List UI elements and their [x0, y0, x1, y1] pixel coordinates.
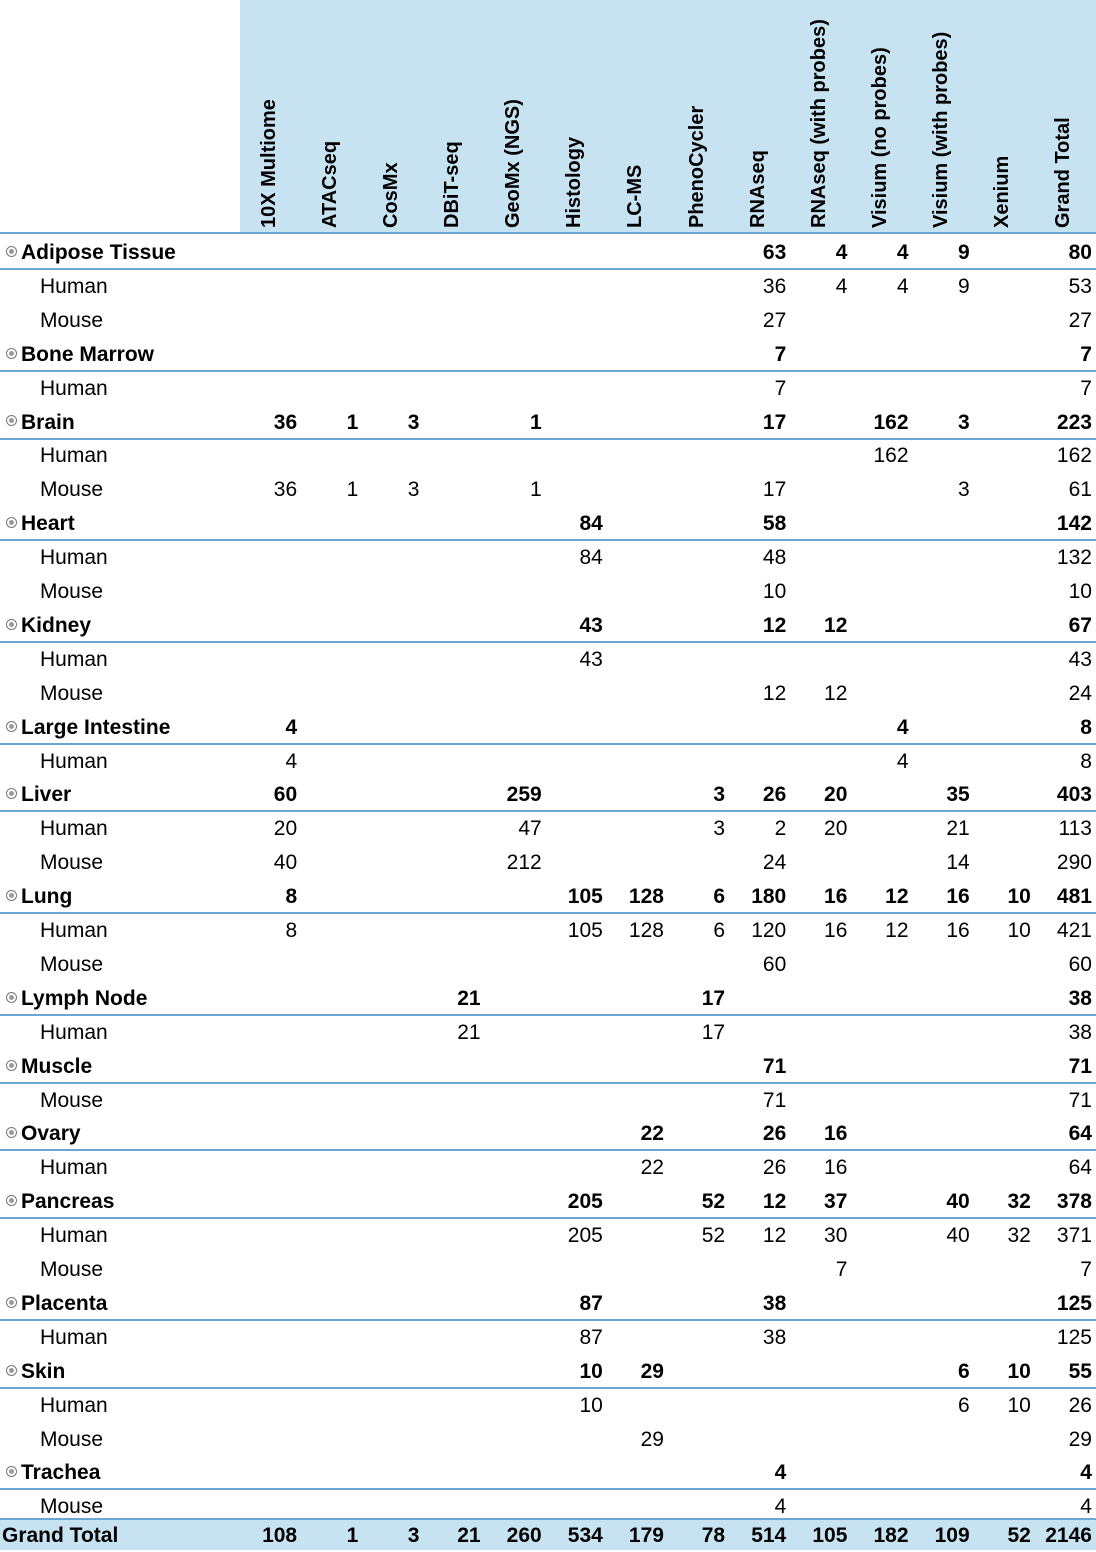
- value-cell: 12: [824, 681, 848, 705]
- value-cell: 4: [1080, 1495, 1092, 1519]
- value-cell: 40: [946, 1190, 970, 1214]
- collapse-toggle-icon[interactable]: [6, 1466, 17, 1477]
- tissue-row[interactable]: [0, 778, 1096, 812]
- value-cell: 16: [946, 885, 970, 909]
- value-cell: 16: [824, 885, 848, 909]
- value-cell: 29: [640, 1427, 664, 1451]
- value-cell: 4: [285, 749, 298, 773]
- value-cell: 142: [1056, 512, 1092, 536]
- collapse-toggle-icon[interactable]: [6, 992, 17, 1003]
- species-label: Mouse: [40, 308, 104, 332]
- column-header: [790, 0, 851, 232]
- value-cell: 12: [762, 613, 787, 637]
- grand-total-cell: 1: [346, 1524, 359, 1547]
- value-cell: 105: [567, 885, 603, 909]
- value-cell: 378: [1056, 1190, 1092, 1214]
- species-label: Mouse: [40, 1427, 104, 1451]
- tissue-row[interactable]: [0, 1456, 1096, 1490]
- value-cell: 43: [579, 613, 603, 637]
- value-cell: 52: [701, 1224, 726, 1248]
- header-divider: [0, 232, 1096, 234]
- value-cell: 205: [567, 1190, 603, 1214]
- tissue-row[interactable]: [0, 1050, 1096, 1084]
- tissue-label: Heart: [21, 512, 75, 536]
- species-label: Human: [40, 647, 108, 671]
- grand-total-cell: 182: [873, 1524, 909, 1547]
- species-row: [0, 745, 1096, 779]
- species-label: Mouse: [40, 1088, 104, 1112]
- value-cell: 7: [774, 376, 787, 400]
- collapse-toggle-icon[interactable]: [6, 1195, 17, 1206]
- species-label: Human: [40, 749, 108, 773]
- species-label: Human: [40, 274, 108, 298]
- column-header: [607, 0, 668, 232]
- species-row: [0, 812, 1096, 846]
- column-header-label: DBiT-seq: [440, 141, 463, 228]
- value-cell: 113: [1058, 817, 1092, 841]
- grand-total-cell: 108: [262, 1524, 298, 1547]
- value-cell: 10: [1007, 919, 1031, 942]
- value-cell: 53: [1068, 274, 1092, 298]
- species-label: Human: [40, 817, 108, 841]
- species-label: Mouse: [40, 1258, 104, 1281]
- species-label: Mouse: [40, 681, 104, 705]
- value-cell: 9: [957, 241, 970, 264]
- value-cell: 38: [1068, 1020, 1092, 1044]
- species-row: [0, 914, 1096, 948]
- value-cell: 6: [713, 919, 726, 942]
- column-header-label: GeoMx (NGS): [502, 99, 525, 228]
- value-cell: 7: [1080, 376, 1092, 400]
- species-label: Mouse: [40, 851, 104, 875]
- species-row: [0, 1389, 1096, 1423]
- tissue-label: Brain: [21, 410, 75, 434]
- species-row: [0, 1253, 1096, 1287]
- value-cell: 6: [957, 1359, 970, 1383]
- value-cell: 24: [762, 851, 787, 875]
- value-cell: 10: [1007, 1359, 1031, 1383]
- value-cell: 7: [835, 1258, 848, 1281]
- value-cell: 87: [579, 1325, 603, 1349]
- value-cell: 26: [1068, 1393, 1092, 1417]
- grand-total-label: Grand Total: [2, 1524, 119, 1547]
- value-cell: 128: [628, 885, 664, 909]
- value-cell: 3: [407, 410, 420, 434]
- column-header: [729, 0, 790, 232]
- grand-total-cell: 534: [567, 1524, 603, 1547]
- value-cell: 84: [579, 546, 603, 570]
- value-cell: 17: [762, 410, 787, 434]
- value-cell: 120: [751, 919, 787, 942]
- grand-total-cell: 3: [407, 1524, 420, 1547]
- collapse-toggle-icon[interactable]: [6, 246, 17, 257]
- tissue-label: Large Intestine: [21, 715, 171, 739]
- grand-total-cell: 105: [812, 1524, 848, 1547]
- species-row: [0, 270, 1096, 304]
- collapse-toggle-icon[interactable]: [6, 788, 17, 799]
- grand-total-cell: 78: [701, 1524, 726, 1547]
- species-row: [0, 541, 1096, 575]
- species-row: [0, 1084, 1096, 1118]
- value-cell: 125: [1056, 1291, 1092, 1315]
- tissue-row[interactable]: [0, 338, 1096, 372]
- value-cell: 14: [946, 851, 970, 875]
- column-header: [362, 0, 423, 232]
- value-cell: 64: [1068, 1156, 1092, 1180]
- value-cell: 35: [946, 783, 970, 807]
- value-cell: 26: [762, 1122, 787, 1146]
- species-row: [0, 372, 1096, 406]
- value-cell: 4: [896, 274, 909, 298]
- species-label: Mouse: [40, 952, 104, 976]
- collapse-toggle-icon[interactable]: [6, 1060, 17, 1071]
- value-cell: 64: [1068, 1122, 1092, 1146]
- value-cell: 71: [1068, 1088, 1092, 1112]
- species-row: [0, 677, 1096, 711]
- tissue-row[interactable]: [0, 1355, 1096, 1389]
- species-row: [0, 439, 1096, 473]
- value-cell: 20: [824, 783, 848, 807]
- value-cell: 29: [1068, 1427, 1092, 1451]
- value-cell: 20: [273, 817, 298, 841]
- collapse-toggle-icon[interactable]: [6, 517, 17, 528]
- tissue-row[interactable]: [0, 982, 1096, 1016]
- collapse-toggle-icon[interactable]: [6, 348, 17, 359]
- column-header-label: RNAseq (with probes): [807, 19, 830, 228]
- collapse-toggle-icon[interactable]: [6, 1365, 17, 1376]
- value-cell: 162: [1056, 444, 1092, 468]
- column-header: [240, 0, 301, 232]
- value-cell: 4: [896, 715, 909, 739]
- grand-total-cell: 52: [1007, 1524, 1031, 1547]
- value-cell: 17: [701, 986, 726, 1010]
- value-cell: 71: [1068, 1054, 1092, 1078]
- value-cell: 24: [1068, 681, 1092, 705]
- species-label: Human: [40, 1224, 108, 1248]
- value-cell: 8: [1080, 715, 1092, 739]
- collapse-toggle-icon[interactable]: [6, 890, 17, 901]
- tissue-row[interactable]: [0, 236, 1096, 270]
- species-row: [0, 575, 1096, 609]
- value-cell: 38: [1068, 986, 1092, 1010]
- collapse-toggle-icon[interactable]: [6, 619, 17, 630]
- column-header-label: Visium (with probes): [930, 31, 953, 228]
- value-cell: 29: [640, 1359, 664, 1383]
- column-header-label: Visium (no probes): [868, 47, 891, 228]
- species-label: Human: [40, 444, 108, 468]
- value-cell: 40: [946, 1224, 970, 1248]
- value-cell: 21: [457, 1020, 481, 1044]
- grand-total-cell: 260: [506, 1524, 542, 1547]
- value-cell: 421: [1056, 919, 1092, 942]
- column-header: [485, 0, 546, 232]
- value-cell: 403: [1056, 783, 1092, 807]
- value-cell: 371: [1056, 1224, 1092, 1248]
- value-cell: 3: [957, 478, 970, 502]
- value-cell: 3: [957, 410, 970, 434]
- value-cell: 162: [873, 410, 909, 434]
- value-cell: 17: [701, 1020, 726, 1044]
- value-cell: 7: [1080, 342, 1092, 366]
- species-row: [0, 1219, 1096, 1253]
- value-cell: 48: [762, 546, 787, 570]
- value-cell: 26: [762, 1156, 787, 1180]
- value-cell: 63: [762, 241, 787, 264]
- value-cell: 4: [774, 1495, 787, 1519]
- tissue-row[interactable]: [0, 507, 1096, 541]
- value-cell: 60: [1068, 952, 1092, 976]
- species-row: [0, 1321, 1096, 1355]
- tissue-row[interactable]: [0, 880, 1096, 914]
- tissue-label: Bone Marrow: [21, 342, 155, 366]
- species-label: Human: [40, 919, 108, 942]
- value-cell: 8: [1080, 749, 1092, 773]
- tissue-label: Lung: [21, 885, 73, 909]
- column-header: [851, 0, 912, 232]
- value-cell: 38: [762, 1291, 787, 1315]
- value-cell: 10: [1007, 885, 1031, 909]
- value-cell: 4: [285, 715, 298, 739]
- value-cell: 4: [774, 1461, 787, 1485]
- value-cell: 71: [762, 1088, 787, 1112]
- species-row: [0, 304, 1096, 338]
- tissue-label: Muscle: [21, 1054, 93, 1078]
- value-cell: 7: [1080, 1258, 1092, 1281]
- value-cell: 12: [885, 885, 909, 909]
- value-cell: 125: [1056, 1325, 1092, 1349]
- column-header-label: Xenium: [991, 155, 1014, 228]
- column-header: [913, 0, 974, 232]
- species-row: [0, 948, 1096, 982]
- species-label: Human: [40, 1325, 108, 1349]
- value-cell: 22: [640, 1156, 664, 1180]
- column-header-label: 10X Multiome: [257, 99, 280, 228]
- column-header: [1035, 0, 1096, 232]
- value-cell: 58: [762, 512, 787, 536]
- species-row: [0, 473, 1096, 507]
- collapse-toggle-icon[interactable]: [6, 1127, 17, 1138]
- grand-total-cell: 21: [457, 1524, 481, 1547]
- value-cell: 9: [957, 274, 970, 298]
- value-cell: 21: [457, 986, 481, 1010]
- value-cell: 4: [1080, 1461, 1092, 1485]
- column-header: [668, 0, 729, 232]
- value-cell: 87: [579, 1291, 603, 1315]
- value-cell: 26: [762, 783, 787, 807]
- value-cell: 47: [518, 817, 542, 841]
- value-cell: 3: [407, 478, 420, 502]
- value-cell: 30: [824, 1224, 848, 1248]
- value-cell: 20: [824, 817, 848, 841]
- value-cell: 84: [579, 512, 603, 536]
- value-cell: 6: [957, 1393, 970, 1417]
- value-cell: 212: [506, 851, 542, 875]
- grand-total-cell: 109: [934, 1524, 970, 1547]
- value-cell: 55: [1068, 1359, 1092, 1383]
- value-cell: 67: [1068, 613, 1092, 637]
- value-cell: 1: [346, 410, 359, 434]
- value-cell: 71: [762, 1054, 787, 1078]
- value-cell: 1: [530, 410, 542, 434]
- tissue-row[interactable]: [0, 711, 1096, 745]
- column-header-label: RNAseq: [746, 150, 769, 228]
- species-label: Human: [40, 1020, 108, 1044]
- species-label: Mouse: [40, 478, 104, 502]
- value-cell: 36: [273, 478, 298, 502]
- value-cell: 1: [346, 478, 359, 502]
- value-cell: 43: [579, 647, 603, 671]
- value-cell: 2: [774, 817, 787, 841]
- collapse-toggle-icon[interactable]: [6, 721, 17, 732]
- value-cell: 223: [1056, 410, 1092, 434]
- value-cell: 10: [762, 580, 787, 603]
- species-row: [0, 643, 1096, 677]
- species-label: Mouse: [40, 580, 104, 603]
- column-header: [301, 0, 362, 232]
- value-cell: 37: [824, 1190, 848, 1214]
- value-cell: 12: [885, 919, 909, 942]
- tissue-label: Skin: [21, 1359, 66, 1383]
- species-row: [0, 1016, 1096, 1050]
- tissue-label: Lymph Node: [21, 986, 148, 1010]
- species-row: [0, 846, 1096, 880]
- value-cell: 80: [1068, 241, 1092, 264]
- column-header-label: LC-MS: [624, 164, 647, 228]
- value-cell: 16: [824, 919, 848, 942]
- value-cell: 22: [640, 1122, 664, 1146]
- species-label: Human: [40, 376, 108, 400]
- grand-total-cell: 179: [628, 1524, 664, 1547]
- value-cell: 16: [824, 1122, 848, 1146]
- tissue-label: Adipose Tissue: [21, 241, 176, 264]
- tissue-row[interactable]: [0, 1185, 1096, 1219]
- tissue-label: Trachea: [21, 1461, 101, 1485]
- value-cell: 61: [1068, 478, 1092, 502]
- value-cell: 16: [824, 1156, 848, 1180]
- value-cell: 481: [1056, 885, 1092, 909]
- value-cell: 205: [567, 1224, 603, 1248]
- value-cell: 27: [1068, 308, 1092, 332]
- value-cell: 27: [762, 308, 787, 332]
- value-cell: 8: [285, 919, 298, 942]
- value-cell: 10: [579, 1359, 603, 1383]
- column-header-label: Grand Total: [1052, 117, 1075, 228]
- value-cell: 10: [579, 1393, 603, 1417]
- grand-total-cell: 2146: [1045, 1524, 1092, 1547]
- column-header-label: CosMx: [379, 162, 402, 228]
- species-row: [0, 1423, 1096, 1457]
- value-cell: 52: [701, 1190, 726, 1214]
- value-cell: 162: [873, 444, 909, 468]
- collapse-toggle-icon[interactable]: [6, 415, 17, 426]
- value-cell: 4: [835, 274, 848, 298]
- value-cell: 38: [762, 1325, 787, 1349]
- value-cell: 12: [762, 1224, 787, 1248]
- species-label: Mouse: [40, 1495, 104, 1519]
- value-cell: 36: [762, 274, 787, 298]
- value-cell: 12: [762, 681, 787, 705]
- value-cell: 259: [506, 783, 542, 807]
- tissue-label: Placenta: [21, 1291, 108, 1315]
- tissue-row[interactable]: [0, 1117, 1096, 1151]
- species-label: Human: [40, 1393, 108, 1417]
- collapse-toggle-icon[interactable]: [6, 1297, 17, 1308]
- value-cell: 180: [751, 885, 787, 909]
- column-header: [974, 0, 1035, 232]
- value-cell: 4: [835, 241, 848, 264]
- tissue-label: Kidney: [21, 613, 92, 637]
- value-cell: 7: [774, 342, 787, 366]
- tissue-label: Pancreas: [21, 1190, 115, 1214]
- value-cell: 16: [946, 919, 970, 942]
- grand-total-row: [0, 1518, 1096, 1550]
- column-header: [546, 0, 607, 232]
- species-label: Human: [40, 1156, 108, 1180]
- value-cell: 17: [762, 478, 787, 502]
- value-cell: 43: [1068, 647, 1092, 671]
- value-cell: 40: [273, 851, 298, 875]
- value-cell: 3: [713, 783, 726, 807]
- tissue-row[interactable]: [0, 609, 1096, 643]
- column-header-label: PhenoCycler: [685, 105, 708, 228]
- value-cell: 132: [1056, 546, 1092, 570]
- value-cell: 128: [628, 919, 664, 942]
- value-cell: 6: [713, 885, 726, 909]
- species-label: Human: [40, 546, 108, 570]
- tissue-row[interactable]: [0, 406, 1096, 440]
- value-cell: 10: [1007, 1393, 1031, 1417]
- value-cell: 60: [762, 952, 787, 976]
- value-cell: 8: [285, 885, 298, 909]
- value-cell: 21: [946, 817, 970, 841]
- value-cell: 3: [713, 817, 726, 841]
- value-cell: 60: [273, 783, 298, 807]
- value-cell: 10: [1068, 580, 1092, 603]
- value-cell: 105: [567, 919, 603, 942]
- value-cell: 4: [896, 749, 909, 773]
- column-header-label: Histology: [563, 136, 586, 228]
- value-cell: 36: [273, 410, 298, 434]
- value-cell: 12: [762, 1190, 787, 1214]
- value-cell: 12: [824, 613, 848, 637]
- grand-total-cell: 514: [751, 1524, 787, 1547]
- value-cell: 32: [1007, 1224, 1031, 1248]
- value-cell: 290: [1056, 851, 1092, 875]
- tissue-row[interactable]: [0, 1287, 1096, 1321]
- tissue-label: Liver: [21, 783, 72, 807]
- column-header-label: ATACseq: [318, 140, 341, 228]
- tissue-label: Ovary: [21, 1122, 81, 1146]
- column-header: [423, 0, 484, 232]
- species-row: [0, 1151, 1096, 1185]
- value-cell: 32: [1007, 1190, 1031, 1214]
- value-cell: 4: [896, 241, 909, 264]
- value-cell: 1: [530, 478, 542, 502]
